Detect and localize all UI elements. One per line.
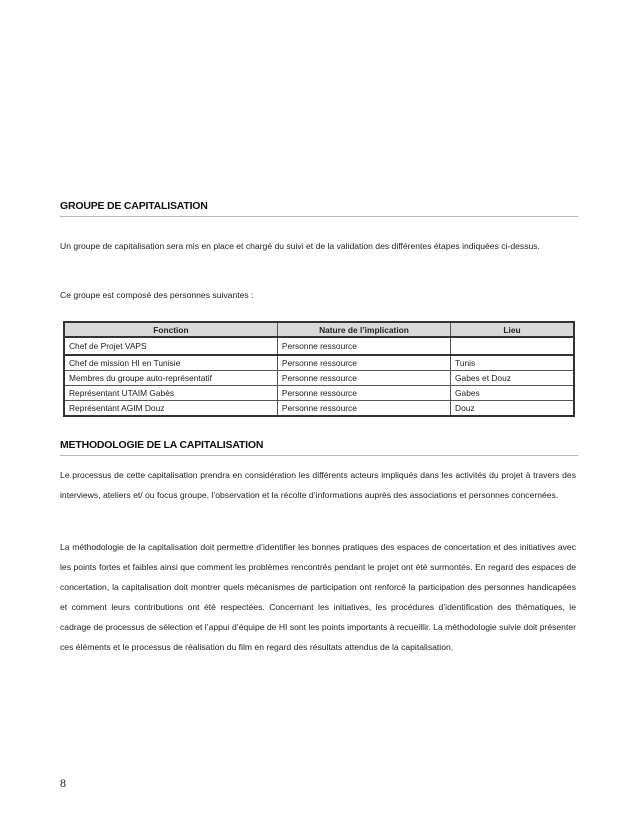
table-cell-lieu: Douz	[451, 401, 574, 417]
capitalisation-group-table	[63, 321, 575, 417]
table-header-lieu: Lieu	[451, 322, 574, 337]
table-header-fonction: Fonction	[64, 322, 277, 337]
table-row	[64, 401, 574, 417]
table-row	[64, 355, 574, 371]
table-cell-lieu: Tunis	[451, 355, 574, 371]
table-cell-fonction: Chef de mission HI en Tunisie	[64, 355, 277, 371]
page-number: 8	[60, 776, 66, 790]
table-header-row	[64, 322, 574, 337]
table-cell-fonction: Représentant UTAIM Gabès	[64, 386, 277, 401]
table-cell-lieu	[451, 337, 574, 355]
table-cell-nature: Personne ressource	[277, 386, 450, 401]
section-title-groupe-capitalisation: GROUPE DE CAPITALISATION	[60, 200, 578, 217]
paragraph-groupe-intro: Un groupe de capitalisation sera mis en place et chargé du suivi et de la validation des différentes étapes indiquées ci-dessus.	[60, 241, 540, 251]
table-cell-lieu: Gabes et Douz	[451, 371, 574, 386]
table-header-nature: Nature de l’implication	[277, 322, 450, 337]
paragraph-methodologie-details: La méthodologie de la capitalisation doit permettre d’identifier les bonnes pratiques des espaces de concertation et des initiatives avec les points fortes et faibles ainsi que comment les problèmes rencontrés pendant le projet ont été surmontés. En regard des espaces de concertation, la capitalisation doit montrer quels mécanismes de participation ont renforcé la participation des personnes handicapées et comment leurs contributions ont été respectées. Concernant les initiatives, les procédures d’identification des thématiques, le cadrage de processus de sélection et l’appui d’équipe de HI sont les points importants à recueillir. La méthodologie suivie doit présenter ces éléments et le processus de réalisation du film en regard des résultats attendus de la capitalisation.	[60, 542, 576, 652]
table-cell-nature: Personne ressource	[277, 337, 450, 355]
table-row	[64, 371, 574, 386]
table-cell-fonction: Représentant AGIM Douz	[64, 401, 277, 417]
table-row	[64, 386, 574, 401]
table-cell-nature: Personne ressource	[277, 371, 450, 386]
table-cell-nature: Personne ressource	[277, 401, 450, 417]
section-title-methodologie: METHODOLOGIE DE LA CAPITALISATION	[60, 439, 578, 456]
table-row	[64, 337, 574, 355]
table-cell-fonction: Membres du groupe auto-représentatif	[64, 371, 277, 386]
table-cell-nature: Personne ressource	[277, 355, 450, 371]
table-cell-lieu: Gabes	[451, 386, 574, 401]
table-cell-fonction: Chef de Projet VAPS	[64, 337, 277, 355]
paragraph-methodologie-processus: Le processus de cette capitalisation prendra en considération les différents acteurs impliqués dans les activités du projet à travers des interviews, ateliers et/ ou focus groupe, l’observation et la récolte d’informations auprès des associations et personnes concernées.	[60, 470, 576, 500]
paragraph-groupe-composition: Ce groupe est composé des personnes suivantes :	[60, 290, 254, 300]
